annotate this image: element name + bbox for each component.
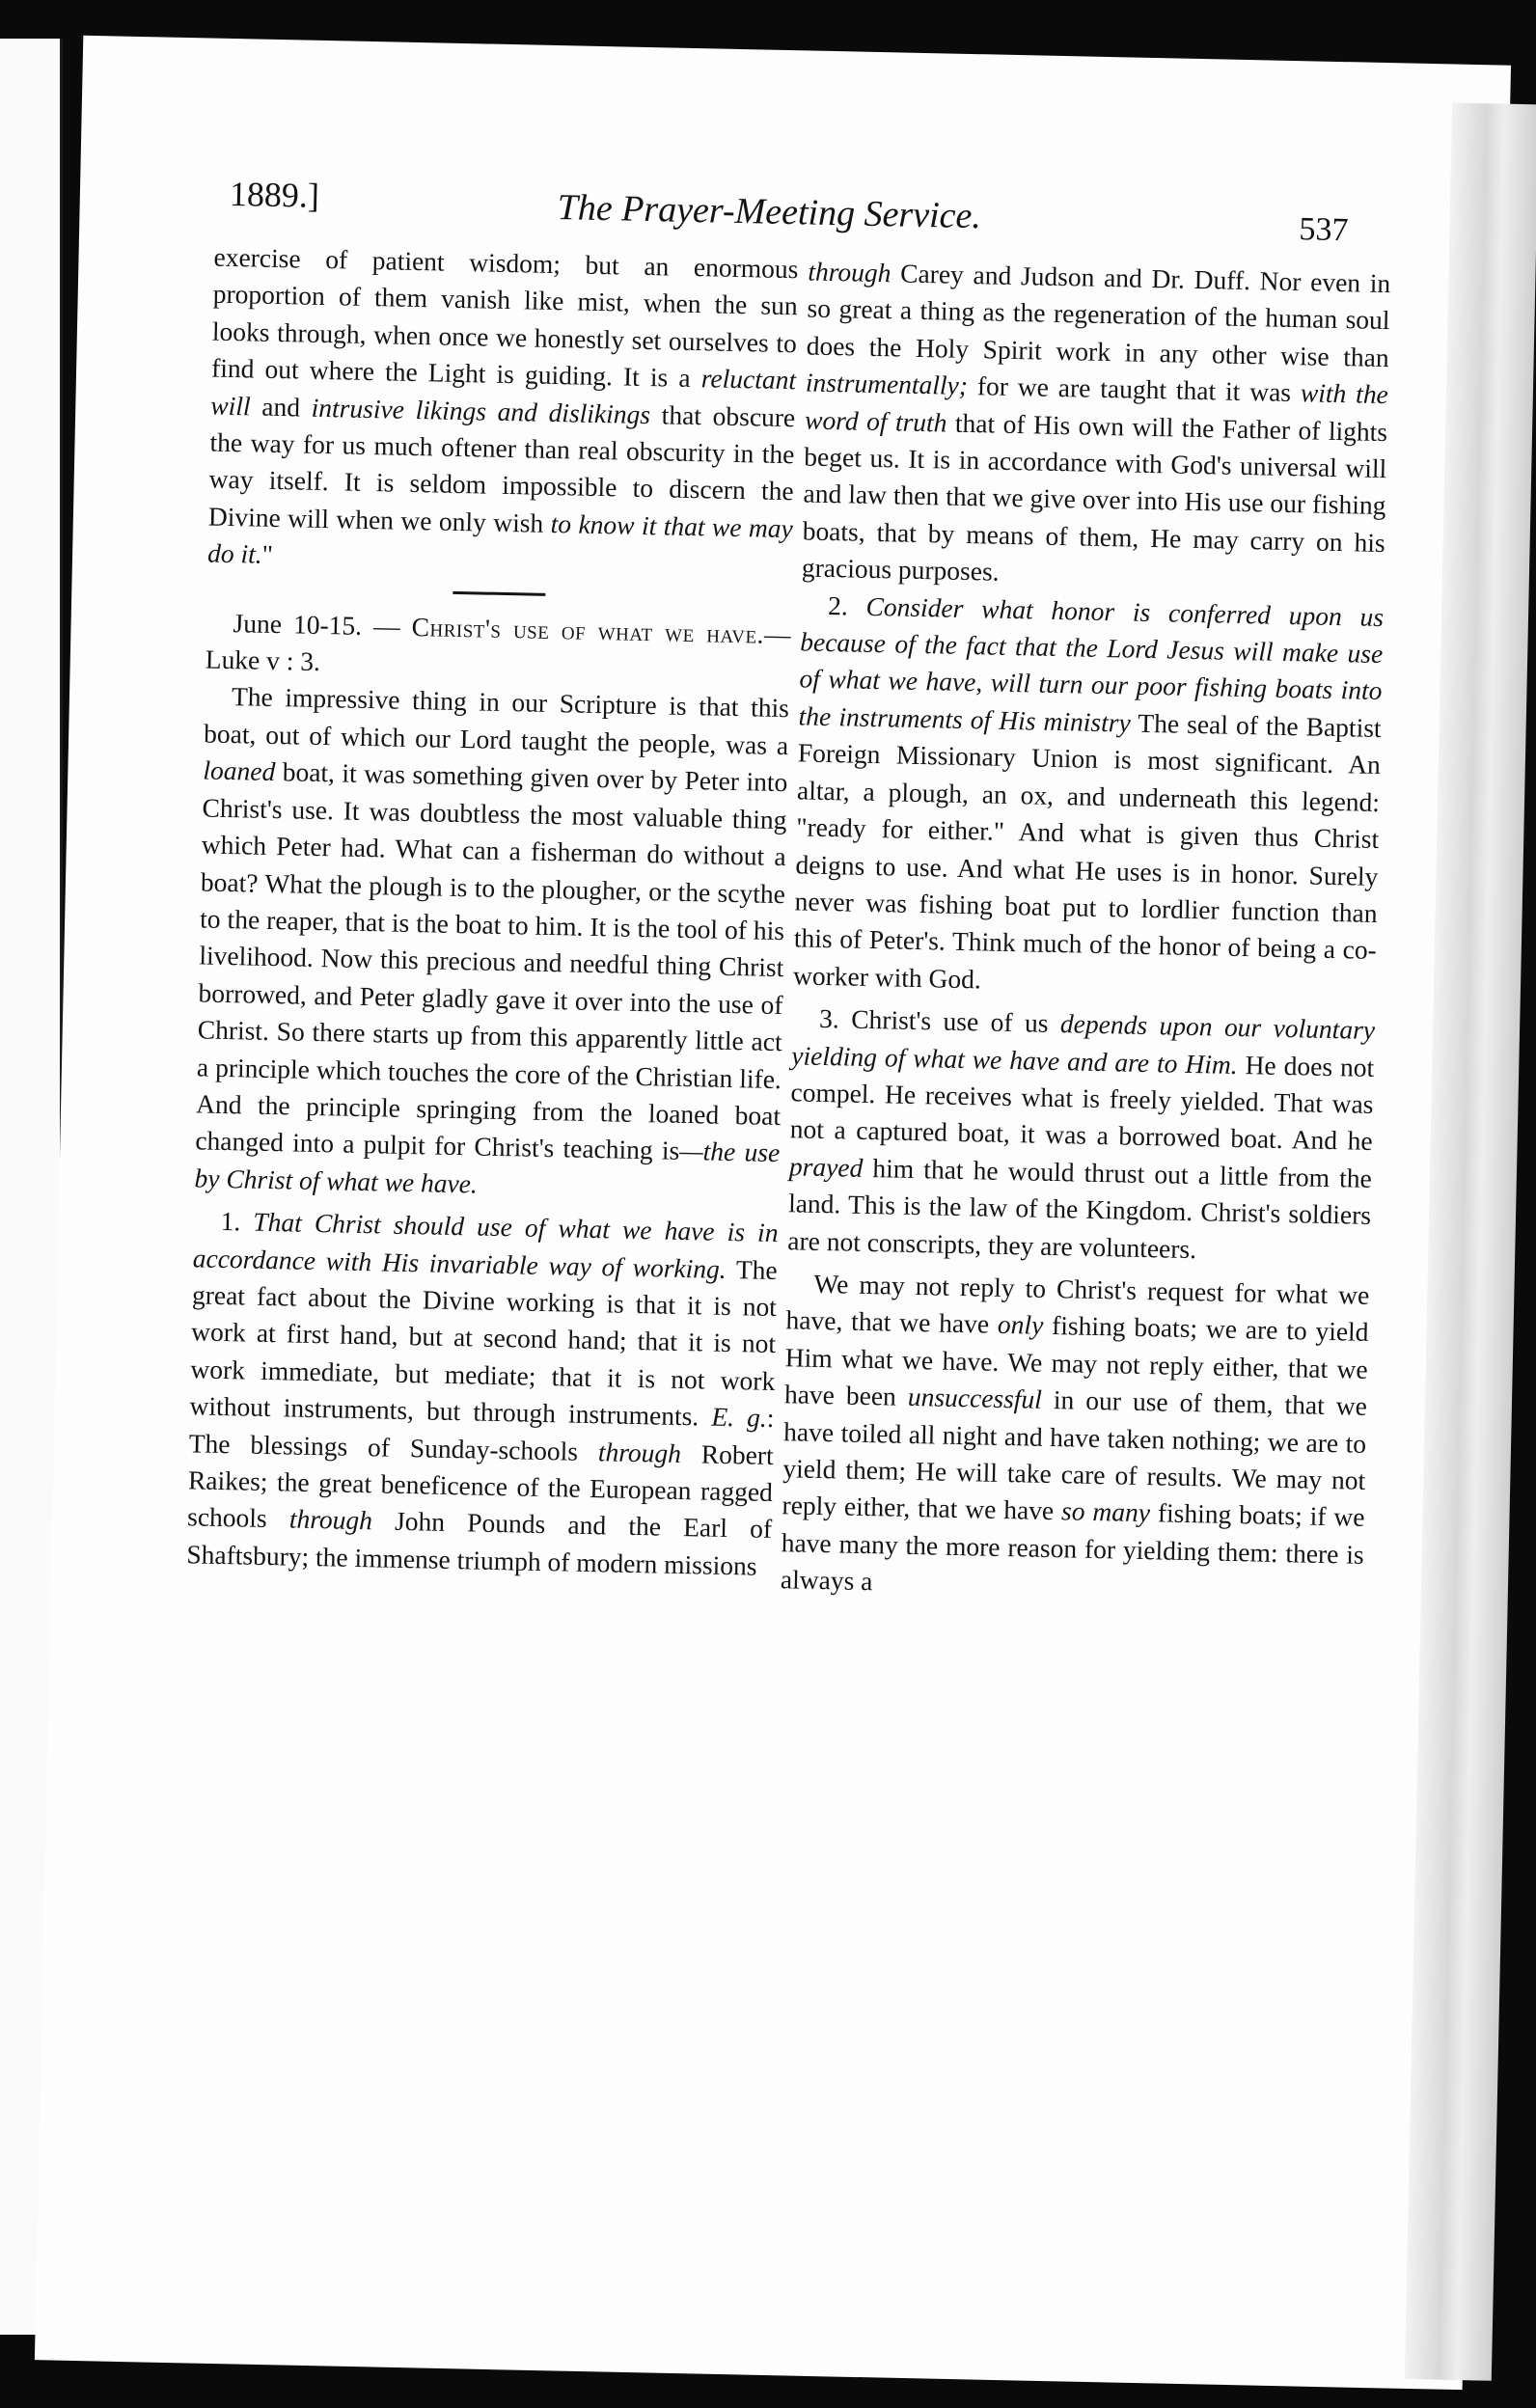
italic-run: depends upon our voluntary yielding of what we have and are to Him. — [791, 1008, 1376, 1080]
text-run: We may not reply to Christ's request for what we have, that we have — [785, 1268, 1370, 1340]
book-page — [35, 36, 1511, 2390]
paragraph — [781, 1265, 1370, 1610]
paragraph — [207, 239, 799, 585]
text-run: He does not compel. He receives what is freely yielded. That was not a captured boat, it was a borrowed boat. And he — [789, 1049, 1375, 1157]
header-date: 1889.] — [229, 174, 320, 215]
italic-run: intrusive likings and dislikings — [311, 392, 651, 429]
section-heading — [205, 604, 790, 690]
paragraph — [186, 1203, 779, 1586]
paragraph — [787, 999, 1375, 1271]
text-run: — — [361, 610, 413, 642]
italic-run: only — [997, 1309, 1044, 1341]
point-number: 3. — [818, 1003, 852, 1034]
scripture-reference: —Luke v : 3. — [205, 618, 791, 677]
page-number: 537 — [1299, 211, 1349, 249]
text-run: The impressive thing in our Scripture is that this boat, out of which our Lord taught the people, was a — [203, 681, 790, 761]
text-run: The great fact about the Divine working is that it is not work at first hand, but at second hand; that it is not work immediate, but mediate; that it is not work without instruments, but through instruments. — [189, 1253, 779, 1432]
italic-run: That Christ should use of what we have is in accordance with His invariable way of working. — [192, 1206, 779, 1284]
text-run: exercise of patient wisdom; but an enormous proportion of them vanish like mist, when the sun looks through, when once we honestly set ourselves to find out where the Light is guiding. It is a — [210, 241, 799, 394]
heading-title: Christ's use of what we have. — [411, 611, 765, 649]
text-run: that of His own will the Father of lights beget us. It is in accordance with God's universal will and law then that we give over into His use our fishing boats, that by means of them, He may carry on his gracious purposes. — [801, 407, 1388, 587]
text-run: John Pounds and the Earl of Shaftsbury; the immense triumph of modern missions — [186, 1505, 773, 1581]
italic-run: through — [288, 1503, 373, 1536]
text-run: " — [261, 538, 274, 570]
italic-run: Consider what honor is conferred upon us because of the fact that the Lord Jesus will make use of what we have, will turn our poor fishing boats into the instruments of His ministry — [798, 590, 1385, 738]
italic-run: to know it that we may do it. — [206, 507, 794, 569]
paragraph — [793, 587, 1385, 1006]
text-run: The seal of the Baptist Foreign Missionary Union is most significant. An altar, a plough, an ox, and underneath this legend: "ready for either." And what is given thus Christ deigns to use. And what He uses is in honor. Surely never was fishing boat put to lordlier function than this of Peter's. Think much of the honor of being a co-worker with God. — [792, 707, 1382, 995]
left-column — [186, 239, 799, 1586]
paragraph — [802, 254, 1391, 599]
text-run: boat, it was something given over by Peter into Christ's use. It was doubtless the most valuable thing which Peter had. What can a fisherman do without a boat? What the plough is to the plougher, or the scythe to the reaper, that is the boat to him. It is the tool of his livelihood. Now this precious and needful thing Christ borrowed, and Peter gladly gave it over into the use of Christ. So there starts up from this apparently little act a principle which touches the core of the Christian life. And the principle springing from the loaned boat changed into a pulpit for Christ's teaching is — [195, 756, 788, 1166]
text-run: Christ's use of us — [850, 1003, 1061, 1039]
right-column — [781, 254, 1391, 1611]
italic-run: loaned — [203, 754, 276, 787]
text-run: : The blessings of Sunday-schools — [188, 1403, 775, 1466]
italic-run: —the use by Christ of what we have. — [194, 1136, 781, 1199]
italic-run: E. g. — [711, 1401, 768, 1434]
text-run: and — [250, 391, 313, 423]
text-run: Carey and Judson and Dr. Duff. Nor even in so great a thing as the regeneration of the human soul does the Holy Spirit work in any other wise than — [806, 258, 1391, 372]
italic-run: reluctant will — [210, 363, 797, 422]
text-run: Robert Raikes; the great beneficence of the European ragged schools — [186, 1437, 775, 1534]
italic-run: instrumentally; — [805, 367, 969, 401]
italic-run: so many — [1060, 1495, 1151, 1528]
page-stack-edge — [1405, 102, 1536, 2380]
section-divider — [453, 591, 545, 596]
italic-run: through — [808, 256, 891, 288]
text-run: him that he would thrust out a little from the land. This is the law of the Kingdom. Christ's soldiers are not conscripts, they are volunteers. — [787, 1152, 1373, 1264]
italic-run: with the word of truth — [804, 377, 1389, 438]
italic-run: unsuccessful — [907, 1382, 1043, 1415]
paragraph — [194, 678, 789, 1209]
heading-date: June 10-15. — [233, 607, 363, 641]
text-run: that obscure the way for us much oftener than real obscurity in the way itself. It is seldom impossible to discern the Divine will when we only wish — [207, 398, 796, 538]
point-number: 2. — [827, 589, 866, 621]
italic-run: through — [597, 1436, 682, 1468]
header-title: The Prayer-Meeting Service. — [557, 187, 982, 237]
text-run: fishing boats; if we have many the more reason for yielding them: there is always a — [780, 1497, 1365, 1597]
text-run: fishing boats; we are to yield Him what we have. We may not reply either, that we have been — [783, 1310, 1369, 1412]
text-run: for we are taught that it was — [967, 370, 1302, 408]
text-run: in our use of them, that we have toiled all night and have taken nothing; we are to yield them; He will take care of results. We may not reply either, that we have — [782, 1384, 1368, 1526]
italic-run: prayed — [788, 1151, 864, 1183]
point-number: 1. — [220, 1206, 254, 1237]
